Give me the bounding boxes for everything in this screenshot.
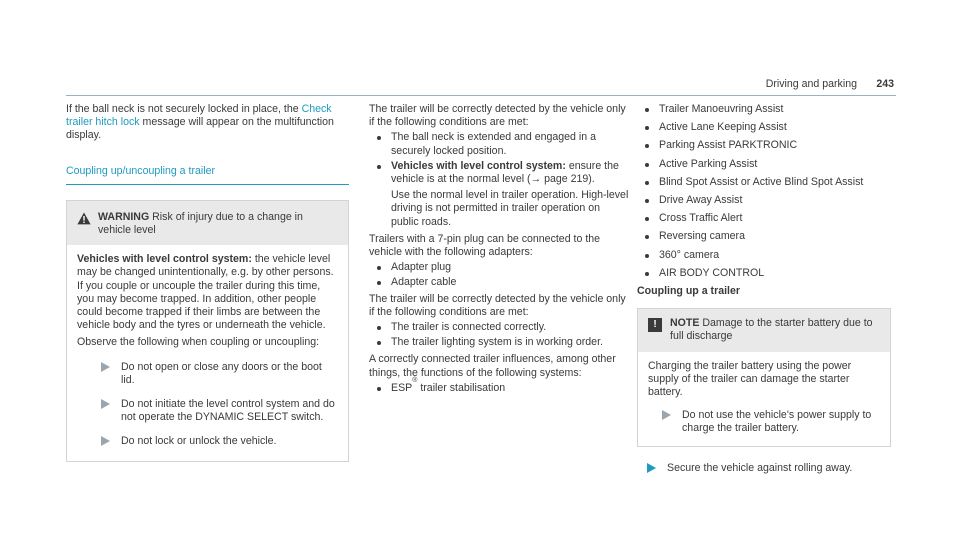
system-list (637, 103, 897, 280)
bullet-dot-icon (377, 266, 381, 270)
bullet-dot-icon (645, 199, 649, 203)
coupling-up-heading: Coupling up a trailer (637, 285, 740, 298)
bullet-dot-icon (645, 108, 649, 112)
adapter-paragraph: Trailers with a 7-pin plug can be connected to the vehicle with the following adapters: (369, 232, 601, 259)
warning-box (66, 200, 349, 462)
detection-conditions-list (369, 131, 629, 186)
bullet-dot-icon (377, 387, 381, 391)
detection-paragraph: The trailer will be correctly detected by the vehicle only if the following conditions are met: (369, 103, 626, 129)
section-heading-coupling: Coupling up/uncoupling a trailer (66, 165, 349, 185)
list-item: Trailer Manoeuvring Assist (637, 103, 897, 116)
system-list-start (369, 377, 629, 395)
secure-vehicle-step: Secure the vehicle against rolling away. (637, 462, 897, 477)
list-item: Drive Away Assist (637, 194, 897, 207)
warning-label: WARNING (98, 210, 150, 223)
note-label: NOTE (670, 317, 700, 330)
list-item: Adapter cable (369, 276, 629, 289)
bullet-dot-icon (645, 254, 649, 258)
note-header (638, 309, 890, 351)
trailer-conditions-list (369, 321, 629, 349)
list-item: Active Parking Assist (637, 158, 897, 171)
warning-step: Do not lock or unlock the vehicle. (77, 435, 338, 450)
note-body (638, 352, 890, 446)
bullet-dot-icon (645, 217, 649, 221)
intro-paragraph: If the ball neck is not securely locked in place, the Check trailer hitch lock message will appear on the multifunction display. (66, 103, 334, 142)
influence-paragraph: A correctly connected trailer influences, among other things, the functions of the following systems: (369, 353, 616, 379)
warning-triangle-icon (77, 212, 92, 237)
bullet-dot-icon (645, 272, 649, 276)
list-item: Adapter plug (369, 261, 629, 274)
column-middle (369, 103, 629, 395)
normal-level-note: Use the normal level in trailer operation. High-level driving is not permitted in trailer operation on public roads. (391, 189, 629, 228)
list-item: Cross Traffic Alert (637, 212, 897, 225)
warning-text: Risk of injury due to a change in vehicle level (98, 210, 303, 237)
bullet-dot-icon (377, 341, 381, 345)
note-body-text: Charging the trailer battery using the power supply of the trailer can damage the starter battery. (648, 359, 852, 399)
bullet-dot-icon (645, 163, 649, 167)
note-step: Do not use the vehicle's power supply to charge the trailer battery. (648, 409, 880, 435)
warning-subheading: Vehicles with level control system: (77, 253, 252, 266)
bullet-dot-icon (645, 126, 649, 130)
list-item: Active Lane Keeping Assist (637, 121, 897, 134)
note-box (637, 308, 891, 446)
bullet-dot-icon (645, 144, 649, 148)
step-arrow-icon (101, 398, 113, 424)
warning-header (67, 201, 348, 245)
warning-observe: Observe the following when coupling or uncoupling: (77, 336, 320, 349)
step-arrow-icon (662, 409, 674, 435)
bullet-dot-icon (645, 181, 649, 185)
list-item: The ball neck is extended and engaged in a securely locked position. (369, 131, 629, 157)
list-item: Vehicles with level control system: ensure the vehicle is at the normal level (→ page 219). (369, 160, 629, 186)
list-item: ESP® trailer stabilisation (369, 382, 629, 395)
list-item: 360° camera (637, 249, 897, 262)
note-text: Damage to the starter battery due to full discharge (670, 317, 873, 343)
list-item: Blind Spot Assist or Active Blind Spot Assist (637, 176, 897, 189)
bullet-dot-icon (377, 326, 381, 330)
warning-step: Do not open or close any doors or the boot lid. (77, 361, 338, 387)
list-item: The trailer lighting system is in working order. (369, 336, 629, 349)
bullet-dot-icon (377, 136, 381, 140)
bullet-dot-icon (645, 235, 649, 239)
list-item: Parking Assist PARKTRONIC (637, 139, 897, 152)
bullet-dot-icon (377, 165, 381, 169)
list-item: AIR BODY CONTROL (637, 267, 897, 280)
step-arrow-icon (101, 361, 113, 387)
column-right (637, 103, 897, 477)
list-item: The trailer is connected correctly. (369, 321, 629, 334)
warning-step: Do not initiate the level control system and do not operate the DYNAMIC SELECT switch. (77, 398, 338, 424)
adapter-list (369, 261, 629, 289)
exclamation-icon: ! (648, 318, 662, 332)
check-trailer-hitch-link[interactable]: Check trailer hitch lock (66, 103, 332, 129)
list-item: Reversing camera (637, 230, 897, 243)
header-rule (66, 95, 896, 96)
step-arrow-icon (647, 462, 659, 477)
page-number: 243 (876, 78, 894, 90)
bullet-dot-icon (377, 281, 381, 285)
warning-body (67, 245, 348, 460)
detection-paragraph-2: The trailer will be correctly detected by the vehicle only if the following conditions are met: (369, 292, 626, 318)
column-left (66, 103, 349, 462)
step-arrow-icon (101, 435, 113, 450)
running-header: Driving and parking (765, 78, 857, 90)
warning-body-text: the vehicle level may be changed unintentionally, e.g. by other persons. If you couple or uncouple the trailer during this time, you may become trapped. In addition, other people could become trapped if their limbs are between the vehicle body and the tyres or underneath the vehicle. (77, 253, 334, 332)
